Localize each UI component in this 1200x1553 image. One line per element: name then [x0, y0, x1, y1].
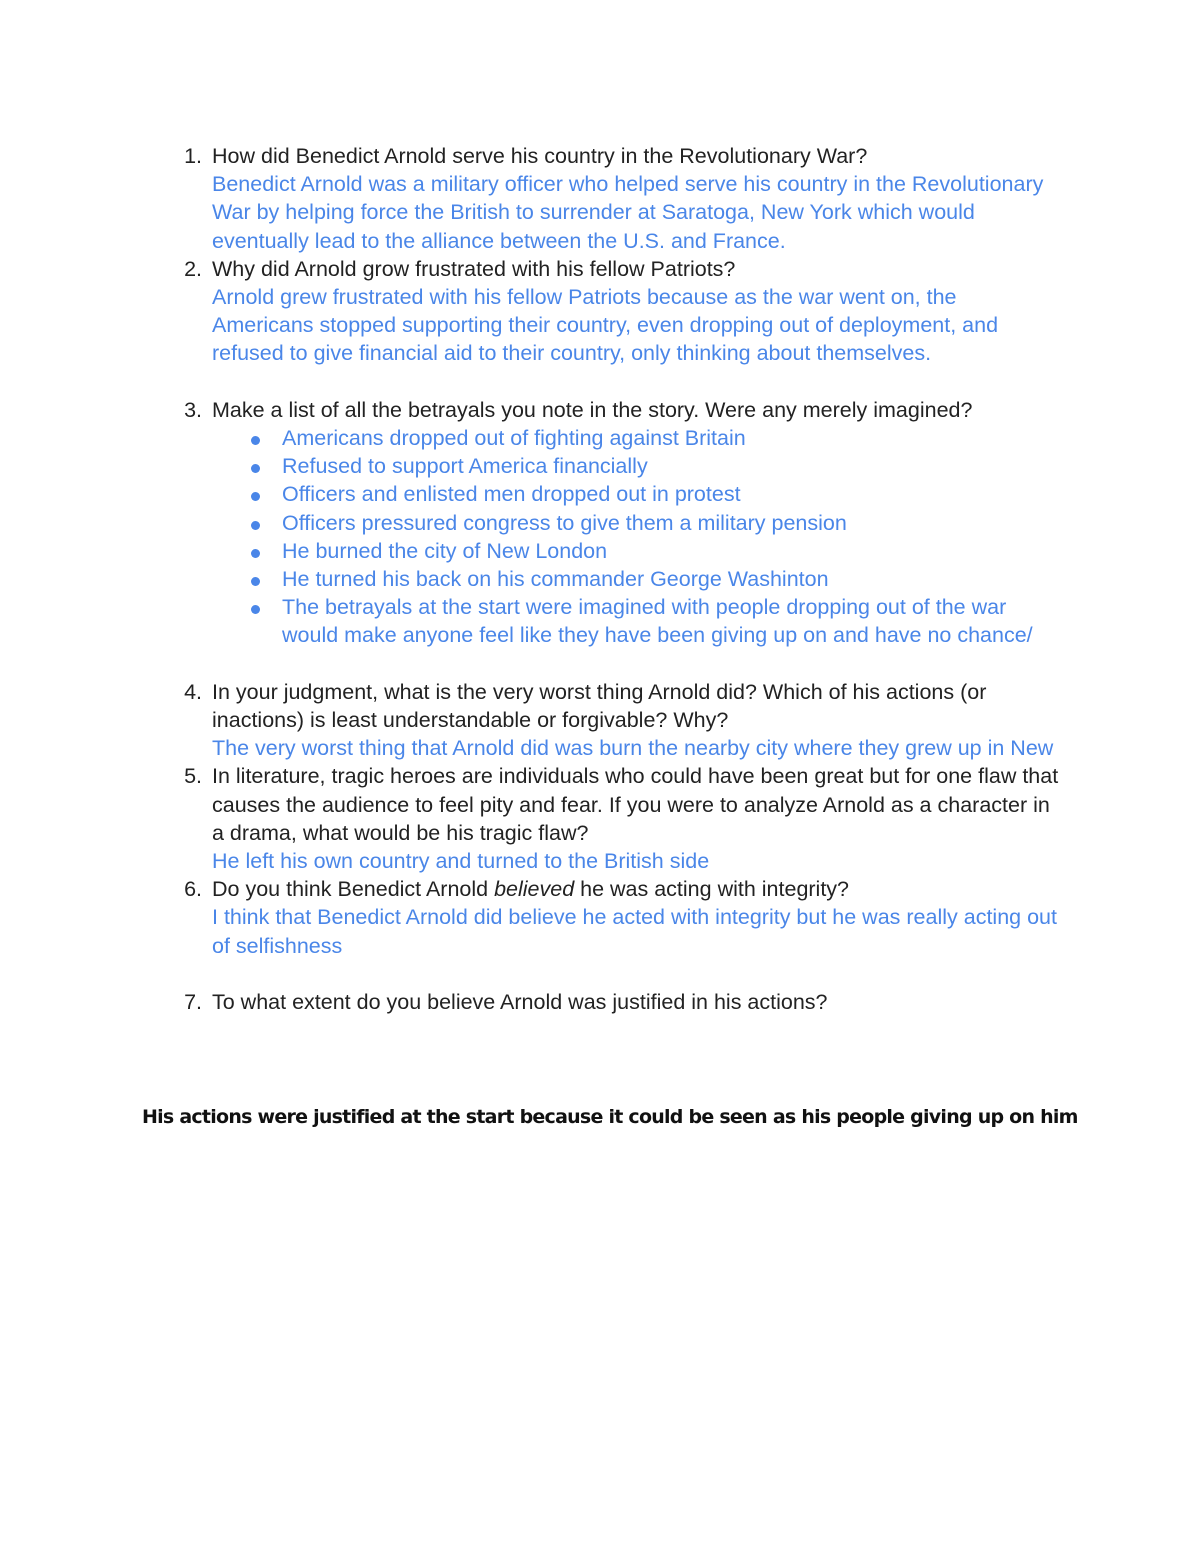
- question-2: [142, 255, 1062, 368]
- list-item: He burned the city of New London: [282, 537, 1062, 565]
- list-item: He turned his back on his commander George Washinton: [282, 565, 1062, 593]
- answer-text: He left his own country and turned to the British side: [212, 849, 710, 874]
- list-item: Americans dropped out of fighting against Britain: [282, 424, 1062, 452]
- question-text: Make a list of all the betrayals you note in the story. Were any merely imagined?: [212, 397, 973, 422]
- final-answer: His actions were justified at the start because it could be seen as his people giving up on him: [142, 1106, 1078, 1128]
- bullet-icon: [251, 577, 260, 586]
- question-1: [142, 142, 1062, 255]
- question-4: [142, 678, 1062, 763]
- question-7: [142, 988, 1062, 1016]
- bullet-icon: [251, 521, 260, 530]
- question-number: 4.: [184, 679, 202, 704]
- question-number: 1.: [184, 144, 202, 168]
- list-item: Refused to support America financially: [282, 452, 1062, 480]
- list-item: The betrayals at the start were imagined with people dropping out of the war would make anyone feel like they have been giving up on and have no chance/: [282, 593, 1062, 649]
- question-text-before: Do you think Benedict Arnold: [212, 877, 495, 902]
- bullet-icon: [251, 492, 260, 501]
- blank-line: [142, 960, 1062, 988]
- answer-text: Benedict Arnold was a military officer who helped serve his country in the Revolutionary War by helping force the British to surrender at Saratoga, New York which would eventually lead to the alliance between the U.S. and France.: [212, 172, 1044, 253]
- list-item: Officers and enlisted men dropped out in protest: [282, 480, 1062, 508]
- answer-text: Arnold grew frustrated with his fellow Patriots because as the war went on, the Americans stopped supporting their country, even dropping out of deployment, and refused to give financial aid to their country, only thinking about themselves.: [212, 285, 999, 366]
- question-3: [142, 396, 1062, 650]
- question-number: 3.: [184, 397, 202, 422]
- question-text: In literature, tragic heroes are individuals who could have been great but for one flaw that causes the audience to feel pity and fear. If you were to analyze Arnold as a character in a drama, what would be his tragic flaw?: [212, 764, 1059, 845]
- answer-text: I think that Benedict Arnold did believe he acted with integrity but he was really acting out of selfishness: [212, 905, 1057, 958]
- list-item: Officers pressured congress to give them a military pension: [282, 509, 1062, 537]
- blank-line: [142, 368, 1062, 396]
- answer-text: The very worst thing that Arnold did was burn the nearby city where they grew up in New: [212, 736, 1054, 761]
- bullet-icon: [251, 464, 260, 473]
- question-number: 7.: [184, 990, 202, 1015]
- question-text: How did Benedict Arnold serve his country in the Revolutionary War?: [212, 144, 868, 168]
- question-6: [142, 875, 1062, 960]
- question-text-emphasis: believed: [494, 877, 575, 902]
- bullet-icon: [251, 436, 260, 445]
- betrayal-list: [212, 424, 1062, 650]
- question-number: 5.: [184, 764, 202, 789]
- question-text: In your judgment, what is the very worst thing Arnold did? Which of his actions (or inactions) is least understandable or forgivable? Why?: [212, 679, 987, 733]
- question-text: [212, 875, 1062, 903]
- bullet-icon: [251, 549, 260, 558]
- blank-line: [142, 650, 1062, 678]
- question-text: To what extent do you believe Arnold was justified in his actions?: [212, 990, 828, 1015]
- question-number: 6.: [184, 877, 202, 902]
- question-5: [142, 762, 1062, 875]
- question-text: Why did Arnold grow frustrated with his fellow Patriots?: [212, 256, 736, 281]
- question-number: 2.: [184, 256, 202, 281]
- bullet-icon: [251, 605, 260, 614]
- question-text-after: he was acting with integrity?: [574, 877, 850, 902]
- question-list: [142, 142, 1062, 1016]
